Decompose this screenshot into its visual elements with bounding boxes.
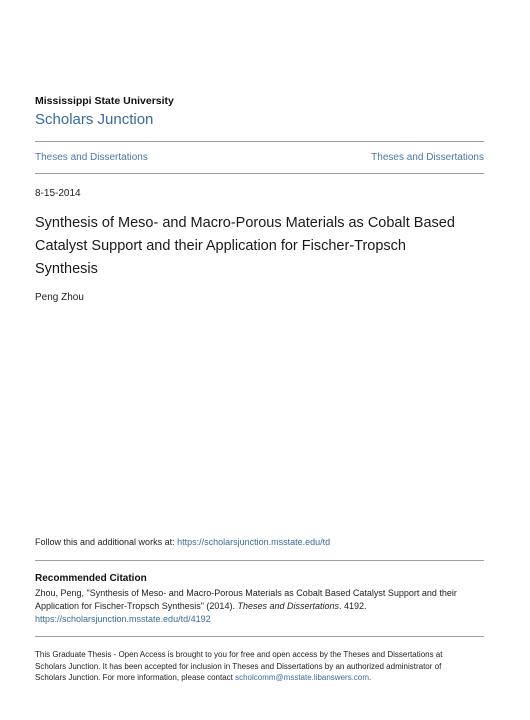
notice-line-3: Scholars Junction. For more information, please contact <box>35 673 236 682</box>
citation-line-2-suffix: . 4192. <box>339 601 367 611</box>
divider-citation <box>35 560 484 561</box>
notice-line-1: This Graduate Thesis - Open Access is brought to you for free and open access by the Theses and Dissertations at <box>35 650 443 659</box>
citation-url-link[interactable]: https://scholarsjunction.msstate.edu/td/4192 <box>35 614 211 624</box>
divider-notice <box>35 636 484 637</box>
citation-text <box>35 587 490 626</box>
document-title <box>35 212 495 281</box>
title-line-2: Catalyst Support and their Application for Fischer-Tropsch <box>35 238 406 254</box>
title-line-1: Synthesis of Meso- and Macro-Porous Materials as Cobalt Based <box>35 215 455 231</box>
university-name: Mississippi State University <box>35 95 174 107</box>
citation-line-1: Zhou, Peng, "Synthesis of Meso- and Macro-Porous Materials as Cobalt Based Catalyst Support and their <box>35 588 457 598</box>
divider-nav <box>35 173 484 174</box>
citation-series: Theses and Dissertations <box>237 601 340 611</box>
access-notice <box>35 649 490 684</box>
author-name: Peng Zhou <box>35 292 84 303</box>
collection-link-right[interactable]: Theses and Dissertations <box>371 152 484 163</box>
citation-line-2: Application for Fischer-Tropsch Synthesis" (2014). <box>35 601 238 611</box>
collection-link-left[interactable]: Theses and Dissertations <box>35 152 148 163</box>
divider-top <box>35 141 484 142</box>
title-line-3: Synthesis <box>35 261 98 277</box>
contact-email-link[interactable]: scholcomm@msstate.libanswers.com <box>235 673 370 682</box>
publication-date: 8-15-2014 <box>35 188 81 199</box>
follow-prefix: Follow this and additional works at: <box>35 537 178 547</box>
repository-link[interactable]: Scholars Junction <box>35 111 154 128</box>
citation-heading: Recommended Citation <box>35 573 147 584</box>
notice-line-3-suffix: . <box>369 673 372 682</box>
follow-url-link[interactable]: https://scholarsjunction.msstate.edu/td <box>177 537 331 547</box>
follow-line <box>35 537 330 547</box>
notice-line-2: Scholars Junction. It has been accepted for inclusion in Theses and Dissertations by an authorized administrator of <box>35 661 442 671</box>
